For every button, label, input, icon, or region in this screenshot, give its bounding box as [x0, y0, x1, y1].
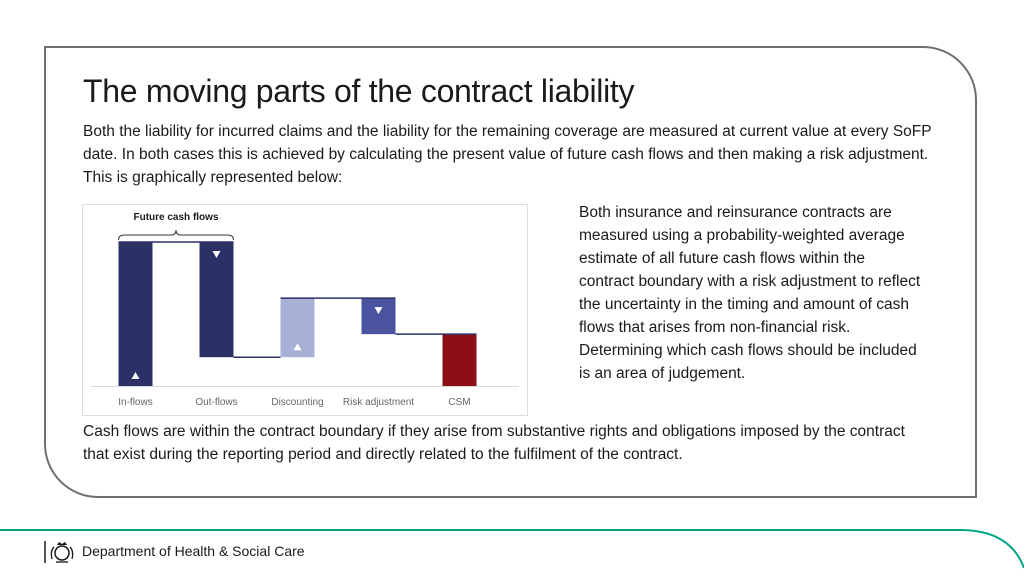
- bottom-paragraph: Cash flows are within the contract boundary if they arise from substantive rights and obligations imposed by the contract that exist during the reporting period and directly related to the fulfilment of the contract.: [83, 423, 905, 463]
- category-label: CSM: [448, 397, 471, 408]
- category-label: In-flows: [118, 397, 153, 408]
- waterfall-chart: [82, 204, 528, 416]
- slide-title: The moving parts of the contract liability: [83, 73, 635, 109]
- department-name: Department of Health & Social Care: [82, 543, 305, 559]
- royal-crest-icon: [44, 539, 78, 565]
- bar-csm: [443, 334, 477, 386]
- category-label: Out-flows: [195, 397, 238, 408]
- bar-out-flows: [200, 242, 234, 357]
- bar-risk-adjustment: [362, 298, 396, 334]
- waterfall-chart-svg: [83, 205, 529, 417]
- side-paragraph: Both insurance and reinsurance contracts are measured using a probability-weighted average estimate of all future cash flows within the contract boundary with a risk adjustment to reflect the uncertainty in the timing and amount of cash flows that arises from non-financial risk. Determining which cash flows should be included is an area of judgement.: [579, 204, 921, 382]
- category-label: Risk adjustment: [342, 397, 415, 408]
- category-label: Discounting: [271, 397, 324, 408]
- intro-paragraph: Both the liability for incurred claims and the liability for the remaining coverage are measured at current value at every SoFP date. In both cases this is achieved by calculating the present value of future cash flows and then making a risk adjustment. This is graphically represented below:: [83, 123, 932, 186]
- bar-in-flows: [119, 242, 153, 386]
- bracket: [119, 230, 234, 240]
- bracket-label: Future cash flows: [133, 212, 219, 223]
